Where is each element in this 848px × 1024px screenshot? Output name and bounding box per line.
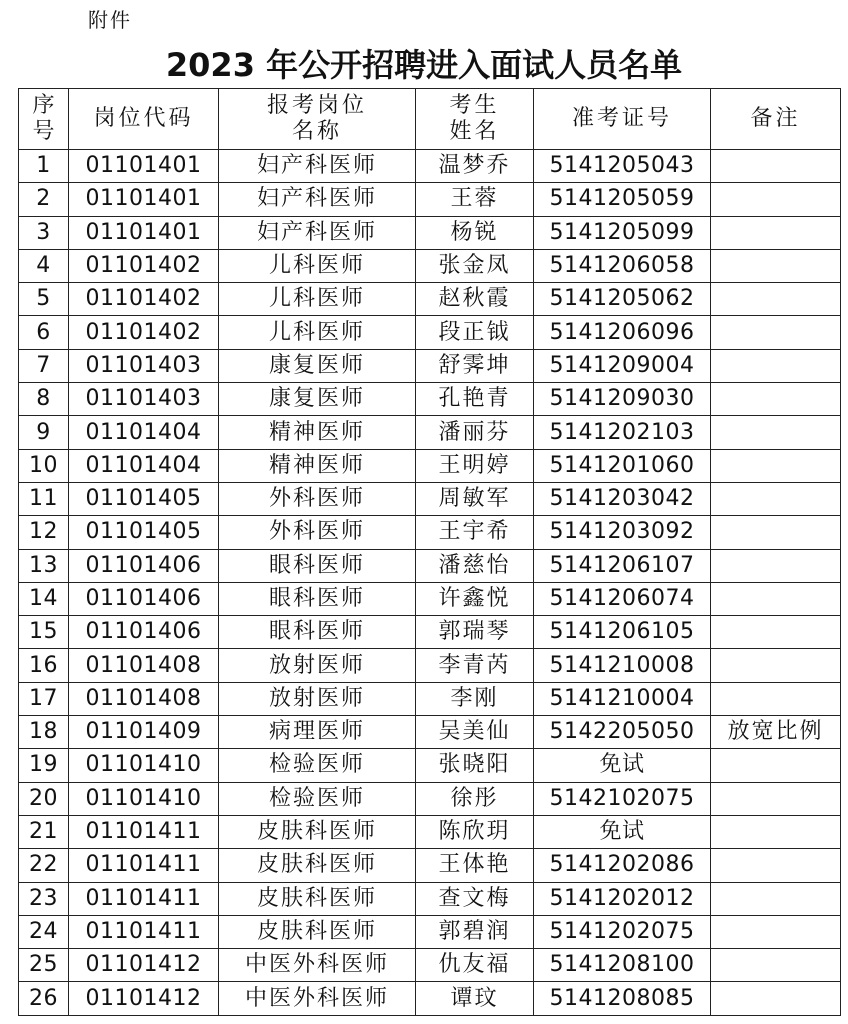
cell-candidate-name: 杨锐 (416, 216, 534, 249)
cell-candidate-name: 潘慈怡 (416, 549, 534, 582)
cell-note (711, 216, 841, 249)
cell-note (711, 582, 841, 615)
cell-serial-no: 13 (19, 549, 69, 582)
cell-candidate-name: 王明婷 (416, 449, 534, 482)
cell-candidate-name: 李青芮 (416, 649, 534, 682)
cell-position-code: 01101411 (69, 849, 219, 882)
cell-serial-no: 5 (19, 283, 69, 316)
cell-candidate-name: 张晓阳 (416, 749, 534, 782)
header-position-name: 报考岗位 名称 (219, 89, 416, 150)
table-row (19, 283, 841, 316)
table-row (19, 183, 841, 216)
cell-position-code: 01101409 (69, 716, 219, 749)
cell-position-code: 01101401 (69, 216, 219, 249)
cell-serial-no: 26 (19, 982, 69, 1015)
cell-position-name: 放射医师 (219, 682, 416, 715)
cell-candidate-name: 陈欣玥 (416, 815, 534, 848)
cell-note: 放宽比例 (711, 716, 841, 749)
cell-exam-number: 免试 (534, 815, 711, 848)
cell-serial-no: 1 (19, 150, 69, 183)
cell-note (711, 616, 841, 649)
cell-note (711, 682, 841, 715)
cell-position-name: 眼科医师 (219, 616, 416, 649)
cell-position-code: 01101411 (69, 882, 219, 915)
cell-candidate-name: 潘丽芬 (416, 416, 534, 449)
cell-position-name: 皮肤科医师 (219, 882, 416, 915)
table-row (19, 915, 841, 948)
cell-note (711, 882, 841, 915)
table-row (19, 482, 841, 515)
cell-position-name: 精神医师 (219, 416, 416, 449)
cell-position-name: 病理医师 (219, 716, 416, 749)
cell-position-code: 01101408 (69, 649, 219, 682)
header-candidate-name: 考生 姓名 (416, 89, 534, 150)
cell-exam-number: 5141210004 (534, 682, 711, 715)
cell-position-name: 中医外科医师 (219, 982, 416, 1015)
cell-exam-number: 5141201060 (534, 449, 711, 482)
cell-position-name: 精神医师 (219, 449, 416, 482)
table-row (19, 416, 841, 449)
cell-exam-number: 5141206096 (534, 316, 711, 349)
cell-serial-no: 20 (19, 782, 69, 815)
cell-note (711, 183, 841, 216)
cell-position-name: 康复医师 (219, 383, 416, 416)
cell-serial-no: 8 (19, 383, 69, 416)
cell-position-code: 01101405 (69, 482, 219, 515)
cell-note (711, 549, 841, 582)
cell-note (711, 982, 841, 1015)
table-row (19, 815, 841, 848)
cell-note (711, 749, 841, 782)
cell-serial-no: 12 (19, 516, 69, 549)
cell-serial-no: 19 (19, 749, 69, 782)
table-row (19, 716, 841, 749)
cell-exam-number: 5141202086 (534, 849, 711, 882)
cell-serial-no: 7 (19, 349, 69, 382)
cell-exam-number: 5141206058 (534, 249, 711, 282)
table-row (19, 216, 841, 249)
cell-serial-no: 24 (19, 915, 69, 948)
cell-position-code: 01101402 (69, 283, 219, 316)
cell-position-code: 01101406 (69, 549, 219, 582)
interview-roster-table (18, 88, 841, 1016)
cell-exam-number: 5142102075 (534, 782, 711, 815)
table-row (19, 782, 841, 815)
cell-candidate-name: 王宇希 (416, 516, 534, 549)
cell-candidate-name: 温梦乔 (416, 150, 534, 183)
cell-position-code: 01101404 (69, 416, 219, 449)
table-row (19, 849, 841, 882)
cell-exam-number: 5141205099 (534, 216, 711, 249)
cell-candidate-name: 郭瑞琴 (416, 616, 534, 649)
table-row (19, 316, 841, 349)
cell-position-name: 眼科医师 (219, 582, 416, 615)
cell-serial-no: 18 (19, 716, 69, 749)
cell-serial-no: 9 (19, 416, 69, 449)
cell-position-code: 01101403 (69, 383, 219, 416)
cell-serial-no: 25 (19, 949, 69, 982)
cell-candidate-name: 王蓉 (416, 183, 534, 216)
cell-exam-number: 5142205050 (534, 716, 711, 749)
cell-note (711, 449, 841, 482)
cell-note (711, 482, 841, 515)
cell-position-name: 皮肤科医师 (219, 849, 416, 882)
cell-exam-number: 5141205043 (534, 150, 711, 183)
cell-serial-no: 4 (19, 249, 69, 282)
cell-position-code: 01101411 (69, 915, 219, 948)
cell-note (711, 383, 841, 416)
cell-position-code: 01101410 (69, 749, 219, 782)
cell-exam-number: 5141203042 (534, 482, 711, 515)
table-row (19, 682, 841, 715)
cell-serial-no: 3 (19, 216, 69, 249)
attachment-label: 附件 (88, 8, 132, 32)
cell-position-code: 01101403 (69, 349, 219, 382)
cell-position-name: 妇产科医师 (219, 216, 416, 249)
header-exam-number: 准考证号 (534, 89, 711, 150)
cell-position-code: 01101412 (69, 949, 219, 982)
cell-serial-no: 2 (19, 183, 69, 216)
cell-position-code: 01101402 (69, 249, 219, 282)
cell-position-name: 皮肤科医师 (219, 815, 416, 848)
cell-position-code: 01101405 (69, 516, 219, 549)
table-row (19, 383, 841, 416)
cell-serial-no: 15 (19, 616, 69, 649)
cell-position-code: 01101410 (69, 782, 219, 815)
cell-position-name: 外科医师 (219, 516, 416, 549)
header-note: 备注 (711, 89, 841, 150)
table-row (19, 549, 841, 582)
cell-note (711, 949, 841, 982)
table-row (19, 882, 841, 915)
cell-position-code: 01101406 (69, 582, 219, 615)
cell-candidate-name: 舒霁坤 (416, 349, 534, 382)
cell-exam-number: 5141202012 (534, 882, 711, 915)
cell-candidate-name: 徐彤 (416, 782, 534, 815)
cell-exam-number: 5141205059 (534, 183, 711, 216)
cell-note (711, 150, 841, 183)
table-row (19, 349, 841, 382)
cell-exam-number: 5141208085 (534, 982, 711, 1015)
cell-note (711, 249, 841, 282)
cell-serial-no: 6 (19, 316, 69, 349)
table-header (19, 89, 841, 150)
cell-candidate-name: 李刚 (416, 682, 534, 715)
cell-candidate-name: 孔艳青 (416, 383, 534, 416)
cell-serial-no: 21 (19, 815, 69, 848)
cell-position-code: 01101401 (69, 183, 219, 216)
table-row (19, 249, 841, 282)
cell-exam-number: 5141205062 (534, 283, 711, 316)
cell-exam-number: 5141206107 (534, 549, 711, 582)
cell-position-code: 01101401 (69, 150, 219, 183)
cell-candidate-name: 谭玟 (416, 982, 534, 1015)
cell-position-code: 01101406 (69, 616, 219, 649)
table-row (19, 150, 841, 183)
cell-note (711, 516, 841, 549)
cell-note (711, 316, 841, 349)
table-row (19, 516, 841, 549)
table-row (19, 982, 841, 1015)
table-row (19, 582, 841, 615)
cell-exam-number: 5141202075 (534, 915, 711, 948)
cell-position-name: 放射医师 (219, 649, 416, 682)
cell-position-code: 01101412 (69, 982, 219, 1015)
cell-position-name: 儿科医师 (219, 283, 416, 316)
table-row (19, 649, 841, 682)
cell-serial-no: 11 (19, 482, 69, 515)
cell-candidate-name: 赵秋霞 (416, 283, 534, 316)
cell-exam-number: 5141202103 (534, 416, 711, 449)
cell-serial-no: 14 (19, 582, 69, 615)
header-serial-no: 序 号 (19, 89, 69, 150)
cell-candidate-name: 段正钺 (416, 316, 534, 349)
cell-position-name: 妇产科医师 (219, 150, 416, 183)
cell-position-name: 儿科医师 (219, 316, 416, 349)
cell-position-code: 01101408 (69, 682, 219, 715)
cell-position-code: 01101404 (69, 449, 219, 482)
cell-position-name: 检验医师 (219, 749, 416, 782)
cell-candidate-name: 仇友福 (416, 949, 534, 982)
cell-position-name: 皮肤科医师 (219, 915, 416, 948)
cell-serial-no: 17 (19, 682, 69, 715)
cell-position-name: 中医外科医师 (219, 949, 416, 982)
cell-position-name: 妇产科医师 (219, 183, 416, 216)
cell-exam-number: 5141206105 (534, 616, 711, 649)
cell-position-name: 检验医师 (219, 782, 416, 815)
cell-note (711, 815, 841, 848)
cell-serial-no: 22 (19, 849, 69, 882)
table-body (19, 150, 841, 1016)
cell-candidate-name: 许鑫悦 (416, 582, 534, 615)
cell-note (711, 849, 841, 882)
cell-note (711, 649, 841, 682)
cell-position-name: 儿科医师 (219, 249, 416, 282)
cell-note (711, 782, 841, 815)
cell-serial-no: 10 (19, 449, 69, 482)
cell-position-name: 康复医师 (219, 349, 416, 382)
cell-note (711, 416, 841, 449)
cell-exam-number: 5141208100 (534, 949, 711, 982)
cell-candidate-name: 张金凤 (416, 249, 534, 282)
cell-candidate-name: 吴美仙 (416, 716, 534, 749)
table-row (19, 449, 841, 482)
cell-note (711, 283, 841, 316)
cell-serial-no: 23 (19, 882, 69, 915)
cell-position-name: 外科医师 (219, 482, 416, 515)
cell-exam-number: 5141210008 (534, 649, 711, 682)
cell-note (711, 915, 841, 948)
cell-position-code: 01101402 (69, 316, 219, 349)
cell-position-name: 眼科医师 (219, 549, 416, 582)
cell-candidate-name: 王体艳 (416, 849, 534, 882)
header-position-code: 岗位代码 (69, 89, 219, 150)
cell-exam-number: 5141209004 (534, 349, 711, 382)
cell-candidate-name: 查文梅 (416, 882, 534, 915)
cell-exam-number: 5141203092 (534, 516, 711, 549)
page-title: 2023 年公开招聘进入面试人员名单 (165, 46, 683, 84)
header-row (19, 89, 841, 150)
table-row (19, 616, 841, 649)
cell-exam-number: 5141209030 (534, 383, 711, 416)
cell-serial-no: 16 (19, 649, 69, 682)
cell-candidate-name: 周敏军 (416, 482, 534, 515)
cell-exam-number: 5141206074 (534, 582, 711, 615)
cell-position-code: 01101411 (69, 815, 219, 848)
cell-note (711, 349, 841, 382)
table-row (19, 749, 841, 782)
cell-candidate-name: 郭碧润 (416, 915, 534, 948)
cell-exam-number: 免试 (534, 749, 711, 782)
table-row (19, 949, 841, 982)
